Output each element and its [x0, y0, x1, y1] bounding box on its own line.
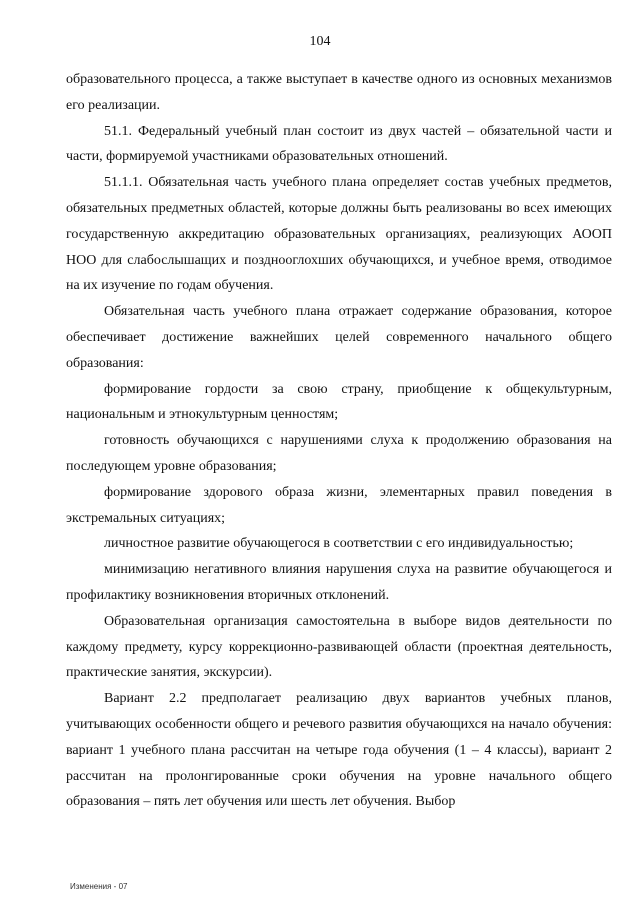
document-body	[66, 67, 612, 815]
list-item-minimization: минимизацию негативного влияния нарушения слуха на развитие обучающегося и профилактику возникновения вторичных отклонений.	[66, 562, 612, 603]
paragraph-51-1: 51.1. Федеральный учебный план состоит из двух частей – обязательной части и части, формируемой участниками образовательных отношений.	[66, 123, 612, 165]
paragraph-organization: Образовательная организация самостоятельна в выборе видов деятельности по каждому предмету, курсу коррекционно-развивающей области (проектная деятельность, практические занятия, экскурсии).	[66, 613, 612, 681]
list-item-pride: формирование гордости за свою страну, приобщение к общекультурным, национальным и этнокультурным ценностям;	[66, 381, 612, 423]
list-item-readiness: готовность обучающихся с нарушениями слуха к продолжению образования на последующем уровне образования;	[66, 433, 612, 474]
paragraph-mandatory-part: Обязательная часть учебного плана отражает содержание образования, которое обеспечивает достижение важнейших целей современного начального общего образования:	[66, 304, 612, 371]
list-item-personal-development: личностное развитие обучающегося в соответствии с его индивидуальностью;	[104, 536, 574, 552]
footer-revision-note: Изменения - 07	[70, 882, 128, 891]
page-number: 104	[309, 34, 331, 49]
paragraph-variant-2-2: Вариант 2.2 предполагает реализацию двух вариантов учебных планов, учитывающих особенности общего и речевого развития обучающихся на начало обучения: вариант 1 учебного плана рассчитан на четыре года обучения (1 – 4 классы), вариант 2 рассчитан на пролонгированные сроки обучения на уровне начального общего образования – пять лет обучения или шесть лет обучения. Выбор	[66, 691, 612, 810]
paragraph-51-1-1: 51.1.1. Обязательная часть учебного плана определяет состав учебных предметов, обязательных предметных областей, которые должны быть реализованы во всех имеющих государственную аккредитацию образовательных организациях, реализующих АООП НОО для слабослышащих и позднооглохших обучающихся, и учебное время, отводимое на их изучение по годам обучения.	[66, 175, 612, 294]
list-item-healthy-lifestyle: формирование здорового образа жизни, элементарных правил поведения в экстремальных ситуациях;	[66, 484, 612, 526]
paragraph-continuation: образовательного процесса, а также выступает в качестве одного из основных механизмов его реализации.	[66, 72, 612, 113]
